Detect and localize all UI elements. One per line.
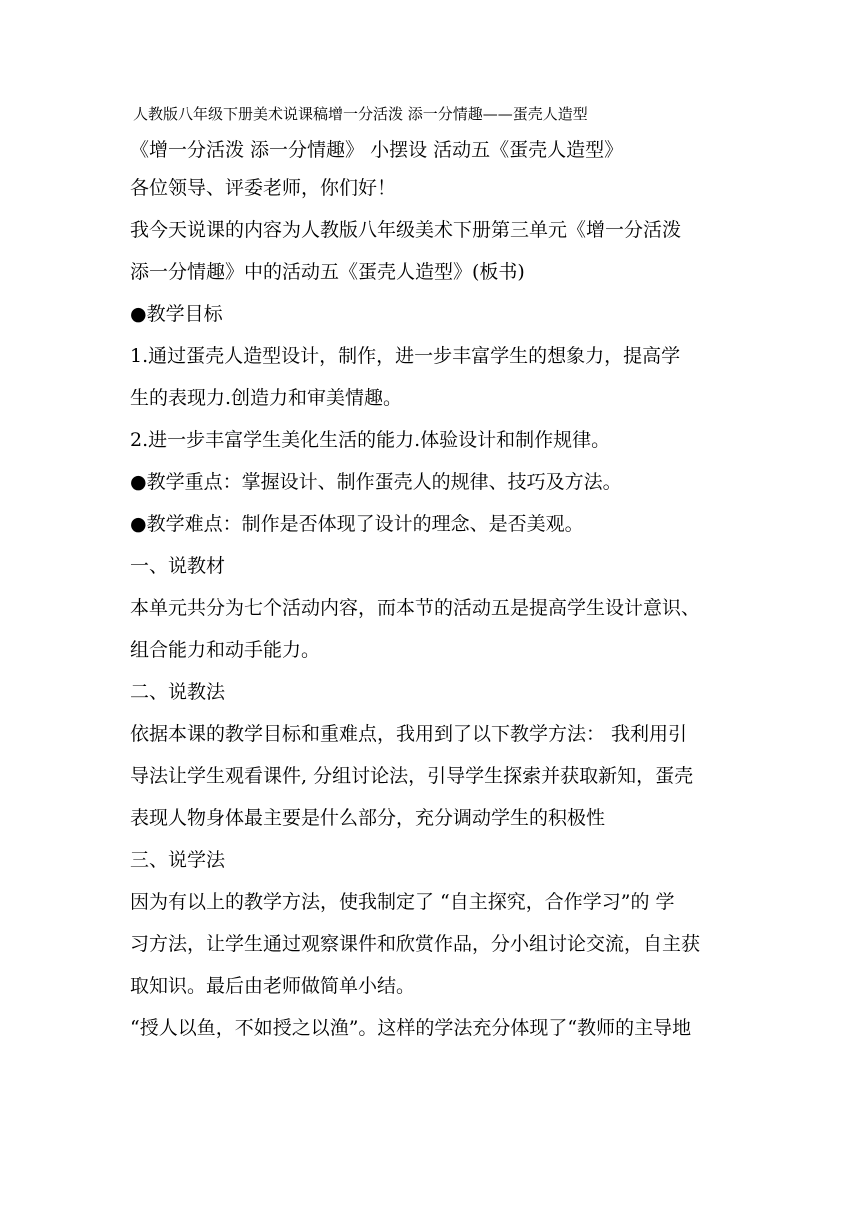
document-body [130,133,740,1049]
paragraph-line: 我今天说课的内容为人教版八年级美术下册第三单元《增一分活泼 [130,219,682,241]
paragraph-line: 导法让学生观看课件, 分组讨论法，引导学生探索并获取新知，蛋壳 [130,765,694,787]
paragraph-line: 依据本课的教学目标和重难点，我用到了以下教学方法： 我利用引 [130,723,688,745]
paragraph-line: 组合能力和动手能力。 [130,639,321,661]
section-heading: 二、说教法 [130,681,226,703]
document-title: 《增一分活泼 添一分情趣》 小摆设 活动五《蛋壳人造型》 [130,139,624,161]
paragraph-line: 生的表现力.创造力和审美情趣。 [130,387,403,409]
section-heading: ●教学目标 [130,303,223,325]
paragraph-line: 因为有以上的教学方法，使我制定了 “自主探究，合作学习”的 学 [130,891,675,913]
section-heading: 一、说教材 [130,555,226,577]
greeting: 各位领导、评委老师，你们好！ [130,177,397,199]
paragraph-line: 习方法，让学生通过观察课件和欣赏作品，分小组讨论交流，自主获 [130,933,701,955]
paragraph-line: 取知识。最后由老师做简单小结。 [130,975,416,997]
paragraph-line: ●教学难点：制作是否体现了设计的理念、是否美观。 [130,513,584,535]
paragraph-line: ●教学重点：掌握设计、制作蛋壳人的规律、技巧及方法。 [130,471,622,493]
paragraph-line: 本单元共分为七个活动内容，而本节的活动五是提高学生设计意识、 [130,597,701,619]
paragraph-line: “授人以鱼，不如授之以渔”。这样的学法充分体现了“教师的主导地 [130,1017,692,1039]
section-heading: 三、说学法 [130,849,226,871]
paragraph-line: 表现人物身体最主要是什么部分，充分调动学生的积极性 [130,807,606,829]
paragraph-line: 添一分情趣》中的活动五《蛋壳人造型》(板书) [130,261,525,283]
document-header: 人教版八年级下册美术说课稿增一分活泼 添一分情趣——蛋壳人造型 [133,105,588,123]
paragraph-line: 2.进一步丰富学生美化生活的能力.体验设计和制作规律。 [130,429,611,451]
paragraph-line: 1.通过蛋壳人造型设计，制作，进一步丰富学生的想象力，提高学 [130,345,681,367]
